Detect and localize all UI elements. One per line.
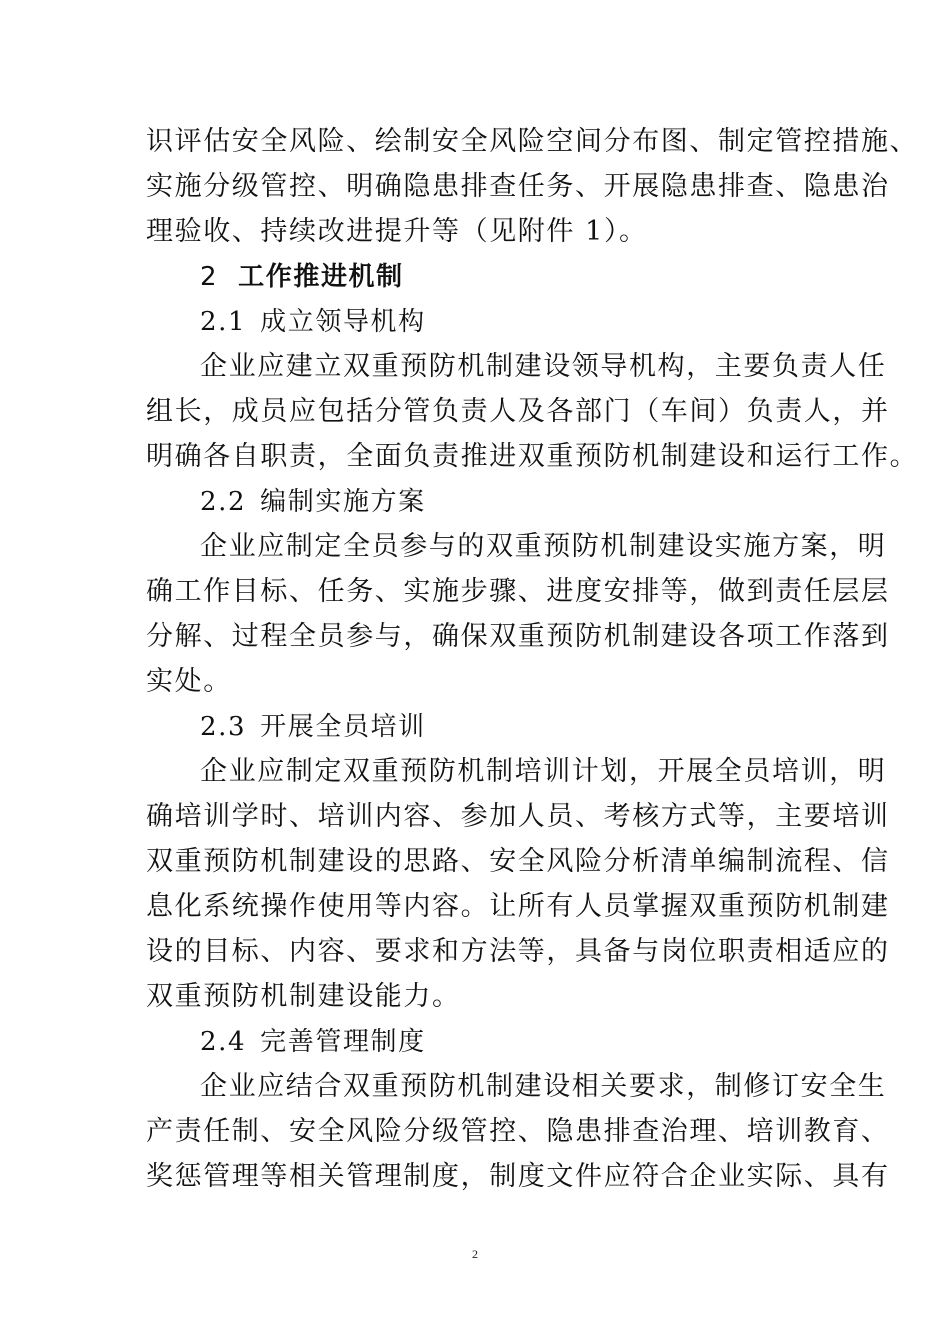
body-line: 确培训学时、培训内容、参加人员、考核方式等，主要培训 <box>146 801 890 832</box>
body-line: 企业应结合双重预防机制建设相关要求，制修订安全生 <box>200 1071 887 1102</box>
section-heading <box>200 257 404 297</box>
page-number: 2 <box>472 1247 478 1261</box>
subsection-heading <box>200 482 426 522</box>
subsection-heading <box>200 707 426 747</box>
body-line: 企业应建立双重预防机制建设领导机构，主要负责人任 <box>200 351 887 382</box>
body-line: 理验收、持续改进提升等（见附件 1）。 <box>146 216 648 247</box>
subsection-title: 开展全员培训 <box>260 712 426 742</box>
subsection-title: 编制实施方案 <box>260 487 426 517</box>
subsection-title: 完善管理制度 <box>260 1027 426 1057</box>
body-line: 双重预防机制建设的思路、安全风险分析清单编制流程、信 <box>146 846 890 877</box>
body-line: 实施分级管控、明确隐患排查任务、开展隐患排查、隐患治 <box>146 171 890 202</box>
body-line: 企业应制定全员参与的双重预防机制建设实施方案，明 <box>200 531 887 562</box>
body-line: 息化系统操作使用等内容。让所有人员掌握双重预防机制建 <box>146 891 890 922</box>
subsection-title: 成立领导机构 <box>260 307 426 337</box>
body-line: 企业应制定双重预防机制培训计划，开展全员培训，明 <box>200 756 887 787</box>
subsection-number: 2.2 <box>200 487 247 517</box>
body-line: 产责任制、安全风险分级管控、隐患排查治理、培训教育、 <box>146 1116 890 1147</box>
body-line: 确工作目标、任务、实施步骤、进度安排等，做到责任层层 <box>146 576 890 607</box>
section-title: 工作推进机制 <box>238 262 404 292</box>
subsection-number: 2.1 <box>200 307 247 337</box>
subsection-number: 2.3 <box>200 712 247 742</box>
body-line: 明确各自职责，全面负责推进双重预防机制建设和运行工作。 <box>146 441 919 472</box>
body-line: 识评估安全风险、绘制安全风险空间分布图、制定管控措施、 <box>146 126 919 157</box>
body-line: 实处。 <box>146 666 232 697</box>
subsection-heading <box>200 302 426 342</box>
body-line: 设的目标、内容、要求和方法等，具备与岗位职责相适应的 <box>146 936 890 967</box>
body-line: 分解、过程全员参与，确保双重预防机制建设各项工作落到 <box>146 621 890 652</box>
body-line: 双重预防机制建设能力。 <box>146 981 461 1012</box>
subsection-number: 2.4 <box>200 1027 247 1057</box>
subsection-heading <box>200 1022 426 1062</box>
section-number: 2 <box>200 262 219 292</box>
body-line: 奖惩管理等相关管理制度，制度文件应符合企业实际、具有 <box>146 1161 890 1192</box>
body-line: 组长，成员应包括分管负责人及各部门（车间）负责人，并 <box>146 396 890 427</box>
